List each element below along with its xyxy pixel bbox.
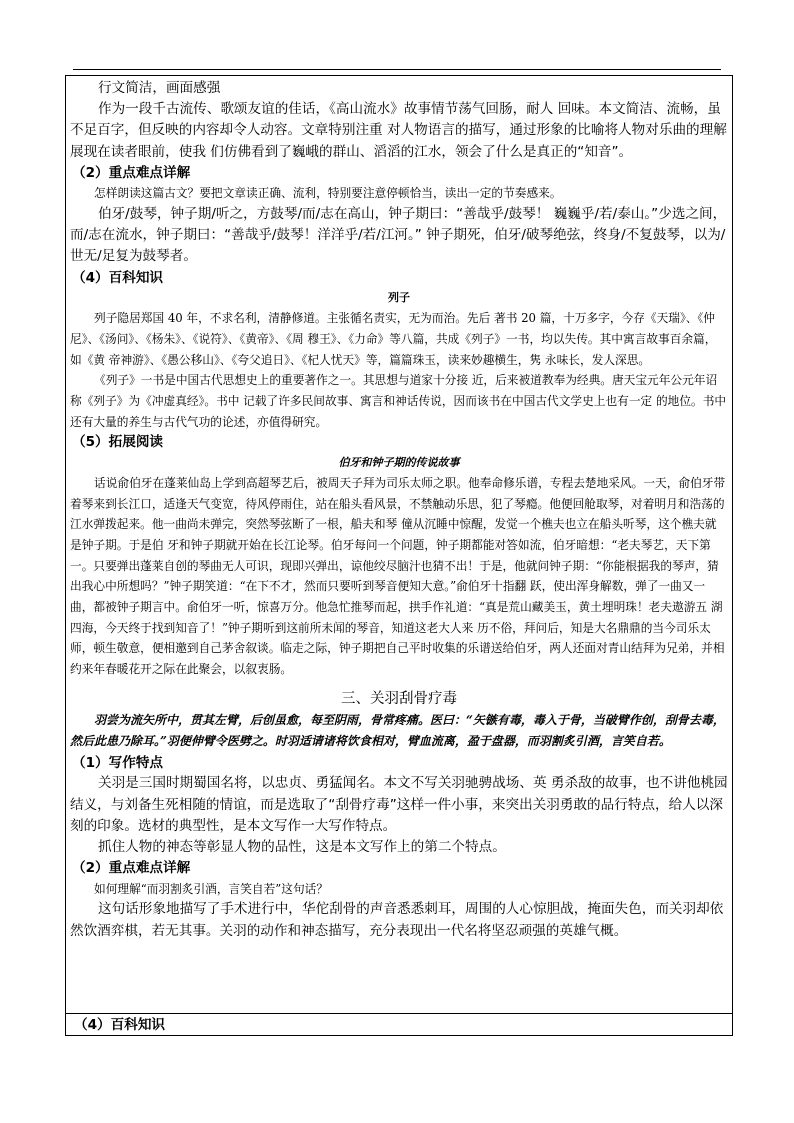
- legend-title: 伯牙和钟子期的传说故事: [338, 455, 460, 469]
- paragraph-liezi-2: 《列子》一书是中国古代思想史上的重要著作之一。其思想与道家十分接 近，后来被道教奉为经典。唐天宝元年公元年诏称《列子》为《冲虚真经》。书中 记载了许多民间故事、寓言和神话传说，因而该书在中国古代文学史上也有一定 的地位。书中还有大量的养生与古代气功的论述，亦值得研究。: [70, 373, 727, 429]
- paragraph-feature-1: 关羽是三国时期蜀国名将，以忠贞、勇猛闻名。本文不写关羽驰骋战场、英 勇杀敌的故事，也不讲他桃园结义，与刘备生死相随的情谊，而是选取了“刮骨疗毒”这样一件小事，来突出关羽勇敢的品行特点，给人以深刻的印象。选材的典型性，是本文写作一大写作特点。: [70, 775, 728, 834]
- heading-encyclopedia: （4）百科知识: [72, 269, 164, 286]
- paragraph-legend: 话说俞伯牙在蓬莱仙岛上学到高超琴艺后，被周天子拜为司乐太师之职。他奉命修乐谱，专程去楚地采风。一天，俞伯牙带着琴来到长江口，适逢天气变宽，待风停雨住，站在船头看风景，不禁触动乐思，犯了琴瘾。他便回舱取琴，对着明月和浩荡的江水弹拨起来。他一曲尚未弹完，突然琴弦断了一根，船夫和琴 僮从沉睡中惊醒，发觉一个樵夫也立在船头听琴，这个樵夫就是钟子期。于是伯 牙和钟子期就开始在长江论琴。伯牙每问一个问题，钟子期都能对答如流，伯牙暗想：“老夫琴艺，天下第一。只要弹出蓬莱自创的琴曲无人可识，现即兴弹出，谅他绞尽脑汁也猜不出！于是，他就问钟子期：“你能根据我的琴声，猜出我心中所想吗？”钟子期笑道：“在下不才，然而只要听到琴音便知大意。”俞伯牙十指翻 跃，使出浑身解数，弹了一曲又一曲，都被钟子期言中。俞伯牙一听，惊喜万分。他急忙推琴而起，拱手作礼道：“真是荒山藏美玉，黄土埋明珠！老夫遨游五 湖四海，今天终于找到知音了！”钟子期听到这前所未闻的琴音，知道这老大人来 历不俗，拜问后，知是大名鼎鼎的当今司乐太师，顿生敬意，便相邀到自己茅舍叙谈。临走之际，钟子期把自己平时收集的乐谱送给伯牙，两人还面对青山结拜为兄弟，并相约来年春暖花开之际在此聚会，以叙衷肠。: [70, 475, 726, 677]
- heading-writing-features: （1）写作特点: [72, 754, 164, 771]
- paragraph-liezi-1: 列子隐居郑国 40 年，不求名利，清静修道。主张循名责实，无为而治。先后 著书 20 篇，十万多字，今存《天瑞》、《仲尼》、《汤问》、《杨朱》、《说符》、《黄帝》、《周 穆王》、《力命》等八篇，共成《列子》一书，均以失传。其中寓言故事百余篇，如《黄 帝神游》、《愚公移山》、《夸父追日》、《杞人忧天》等，篇篇珠玉，读来妙趣横生，隽 永味长，发人深思。: [70, 311, 717, 367]
- paragraph-appreciation: 作为一段千古流传、歌颂友谊的佳话，《高山流水》故事情节荡气回肠，耐人 回味。本文简洁、流畅，虽不足百字，但反映的内容却令人动容。文章特别注重 对人物语言的描写，通过形象的比喻将人物对乐曲的理解展现在读者眼前，使我 们仿佛看到了巍峨的群山、滔滔的江水，领会了什么是真正的“知音”。: [70, 101, 727, 160]
- heading-extended-reading: （5）拓展阅读: [72, 434, 164, 451]
- table-row-divider: [66, 1013, 732, 1014]
- heading-key-points: （2）重点难点详解: [72, 164, 191, 181]
- heading-key-points-2: （2）重点难点详解: [72, 860, 191, 877]
- section-title-guanyu: 三、关羽刮骨疗毒: [341, 690, 457, 707]
- heading-encyclopedia-2: （4）百科知识: [74, 1017, 166, 1033]
- liezi-title: 列子: [388, 291, 410, 305]
- paragraph-reading-tip: 怎样朗读这篇古文？要把文章读正确、流利，特别要注意停顿恰当，读出一定的节奏感来。: [94, 186, 562, 201]
- header-rule: [73, 69, 721, 70]
- text-line-summary: 行文简洁，画面感强: [98, 80, 221, 96]
- paragraph-pause-marks: 伯牙/鼓琴，钟子期/听之，方鼓琴/而/志在高山，钟子期曰：“善哉乎/鼓琴！ 巍巍乎/若/泰山。”少选之间，而/志在流水，钟子期曰：“善哉乎/鼓琴！洋洋乎/若/江河。” 钟子期死，伯牙/破琴绝弦，终身/不复鼓琴，以为/世无/足复为鼓琴者。: [70, 206, 727, 265]
- paragraph-feature-2: 抓住人物的神态等彰显人物的品性，这是本文写作上的第二个特点。: [98, 838, 506, 855]
- paragraph-answer: 这句话形象地描写了手术进行中，华佗刮骨的声音悉悉刺耳，周围的人心惊胆战，掩面失色，而关羽却依然饮酒弈棋，若无其事。关羽的动作和神态描写，充分表现出一代名将坚忍顽强的英雄气概。: [70, 901, 724, 939]
- content-table-cell: [65, 75, 733, 1036]
- question-line: 如何理解“而羽割炙引酒，言笑自若”这句话？: [94, 881, 329, 896]
- paragraph-guanyu-original: 羽尝为流矢所中，贯其左臂，后创虽愈，每至阴雨，骨常疼痛。医曰：“矢镞有毒，毒入于骨，当破臂作创，刮骨去毒，然后此患乃除耳。”羽便伸臂令医劈之。时羽适请诸将饮食相对，臂血流离，盈于盘器，而羽割炙引酒，言笑自若。: [70, 712, 725, 749]
